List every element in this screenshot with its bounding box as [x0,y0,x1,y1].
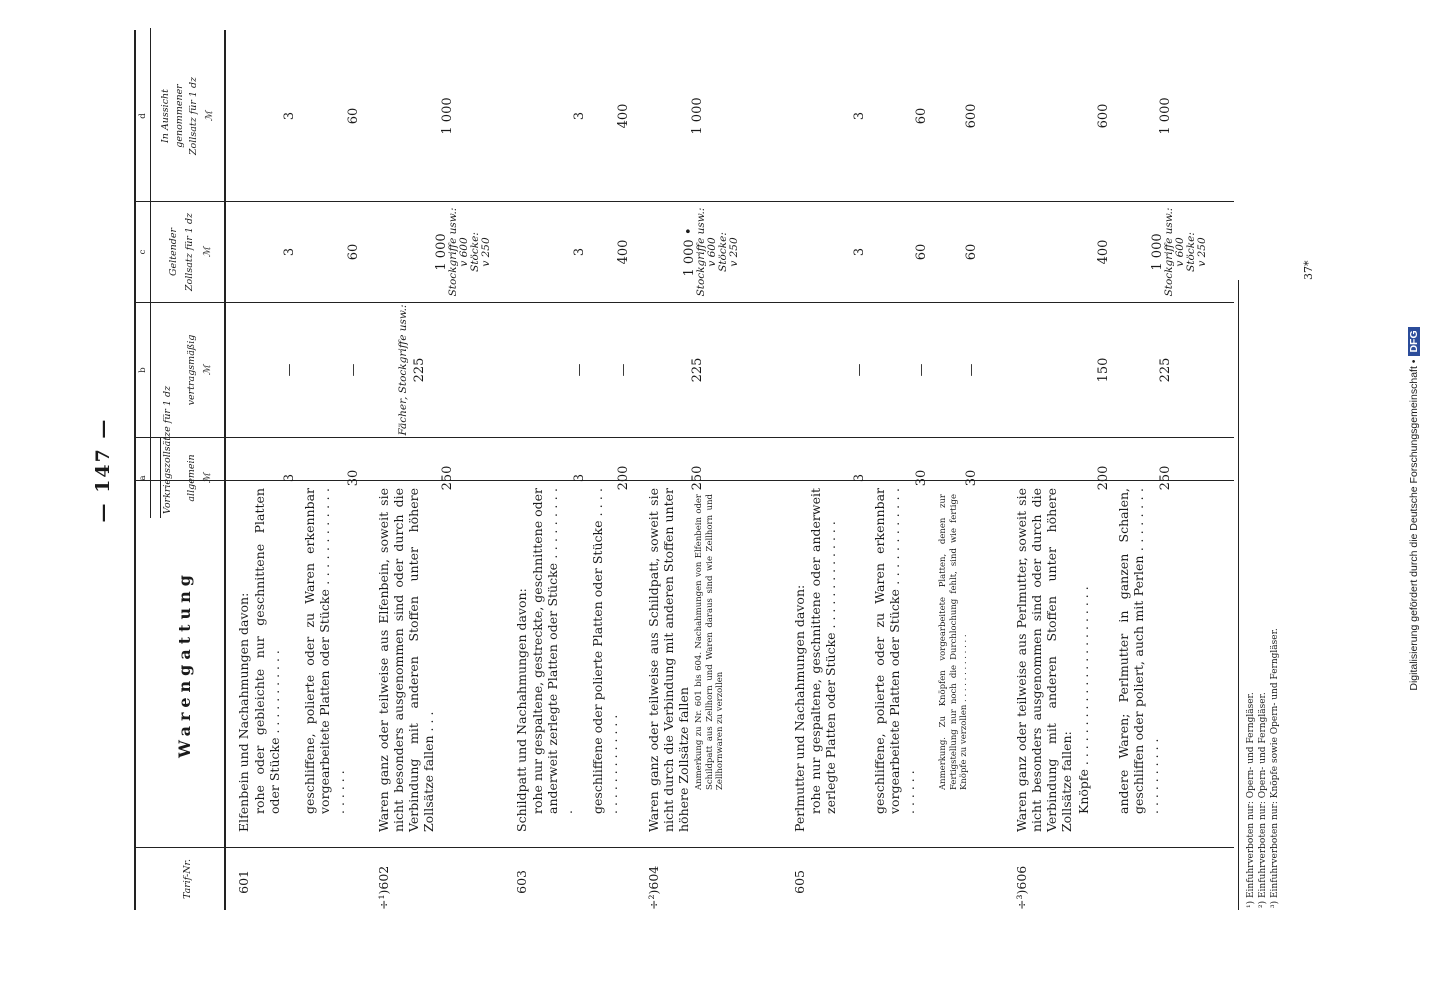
header-vertrags-unit: ℳ [202,364,213,376]
value-d: 600 [964,103,979,129]
value-b: — [572,363,587,377]
header-col-b-letter: b [138,367,148,373]
value-a: 30 [964,469,979,487]
row-heading: Perlmutter und Nachahmungen davon: [792,584,807,832]
value-d: 600 [1096,103,1111,129]
value-c: 60 [964,243,979,261]
value-c: 60 [346,243,361,261]
value-b: — [964,363,979,377]
value-a: 200 [1096,465,1111,491]
item-text: Knöpfe . . . . . . . . . . . . . . . . . . . . . . . [1076,586,1091,814]
col-divider-nr [134,847,1234,848]
abcd-rule [150,28,151,518]
tarif-nr: 603 [514,870,529,894]
item-text: geschliffene, polierte oder zu Waren erkennbar vorgearbeitete Platten oder Stücke . . . . . . . . . . . . . . . . . . [872,488,917,814]
value-c-sub: Stockgriffe usw.: [695,207,707,297]
value-a: 200 [616,465,631,491]
value-c: 400 [1096,239,1111,265]
value-c: 1 000 [434,233,449,271]
header-col-a-letter: a [138,475,148,481]
value-c: 400 [616,239,631,265]
value-c: 3 [852,247,867,257]
value-a: 250 [1158,465,1173,491]
row-heading: Schildpatt und Nachahmungen davon: [514,588,529,832]
value-a: 3 [282,473,297,483]
value-d: 3 [282,111,297,121]
header-aussicht-3: Zollsatz für 1 dz [188,76,199,156]
value-c-sub: Stockgriffe usw.: [1163,207,1175,297]
value-d: 1 000 [440,97,455,135]
value-a: 250 [440,465,455,491]
header-tarif-nr: Tarif-Nr. [182,858,193,900]
tarif-nr: ÷¹)602 [376,865,391,910]
value-b: — [616,363,631,377]
value-c-sub: Stöcke: [717,232,729,272]
value-d: 1 000 [1158,97,1173,135]
header-aussicht-2: genommener [174,84,185,148]
row-heading: Waren ganz oder teilweise aus Schildpatt, soweit sie nicht durch die Verbindung mit anderen Stoffen unter höhere Zollsätze fallen [646,488,691,832]
value-c: 1 000 • [682,227,697,277]
annotation: Anmerkung zu Nr. 601 bis 604. Nachahmungen von Elfenbein oder Schildpatt aus Zellhorn und Waren daraus sind wie Zellhorn und Zellhornwaren zu verzollen [694,494,725,790]
header-bottom-rule [224,30,226,910]
value-c-sub: Stöcke: [1185,232,1197,272]
header-vorkriegs: Vorkriegszollsätze für 1 dz [162,385,173,515]
vorkrieg-rule [160,438,161,518]
value-c: 3 [282,247,297,257]
col-divider-b [134,302,1234,303]
header-geltender-unit: ℳ [202,246,213,258]
value-d: 1 000 [690,97,705,135]
credit-text: Digitalisierung gefördert durch die Deutsche Forschungsgemeinschaft • [1408,359,1420,691]
footnote: ²) Einfuhrverboten nur: Opern- und Ferngläser. [1258,692,1268,908]
value-a: 30 [346,469,361,487]
header-allgemein-unit: ℳ [202,472,213,484]
item-text: rohe nur gespaltene, gestreckte, geschnittene oder anderweit zerlegte Platten oder Stücke . . . . . . . . . . [530,488,575,814]
footnote: ¹) Einfuhrverboten nur: Opern- und Ferngläser. [1246,692,1256,908]
value-d: 60 [914,107,929,125]
value-b: 225 [690,357,705,383]
value-c: 3 [572,247,587,257]
value-b: — [346,363,361,377]
footnote-rule [1238,280,1239,910]
row-heading: Elfenbein und Nachahmungen davon: [236,592,251,832]
value-b: — [914,363,929,377]
item-text: rohe oder gebleichte nur geschnittene Platten oder Stücke . . . . . . . . . . . [252,488,282,814]
value-b: 225 [412,357,427,383]
table-top-rule [134,30,136,910]
tarif-nr: 601 [236,870,251,894]
row-heading: Waren ganz oder teilweise aus Perlmutter, soweit sie nicht besonders ausgenommen sind oder durch die Verbindung mit anderen Stoffen unter höhere Zollsätze fallen: [1014,488,1074,832]
row-heading: Waren ganz oder teilweise aus Elfenbein, soweit sie nicht besonders ausgenommen sind oder durch die Verbindung mit anderen Stoffen unter höhere Zollsätze fallen . . . [376,488,436,832]
header-aussicht-unit: ℳ [204,110,215,122]
value-c-sub: v 250 [480,237,492,267]
value-c-sub: v 600 [1174,237,1186,267]
header-geltender-2: Zollsatz für 1 dz [184,212,195,292]
value-d: 60 [346,107,361,125]
value-c: 60 [914,243,929,261]
header-vertrags: vertragsmäßig [186,334,197,406]
header-col-d-letter: d [138,113,148,119]
value-a: 3 [852,473,867,483]
value-a: 3 [572,473,587,483]
item-text: andere Waren; Perlmutter in ganzen Schalen, geschliffen oder poliert, auch mit Perlen . . . . . . . . . . . . . . . . . . [1116,488,1161,814]
value-c-sub: v 600 [458,237,470,267]
page-number: — 147 — [92,417,114,523]
value-c-sub: v 250 [728,237,740,267]
value-c-sub: v 250 [1196,237,1208,267]
header-aussicht-1: In Aussicht [160,89,171,143]
annotation: Anmerkung. Zu Knöpfen vorgearbeitete Platten, denen zur Fertigstellung nur noch die Durchlochung fehlt, sind wie fertige Knöpfe zu verzollen . . . . . . . . . . . . . [938,494,969,790]
sheet-mark: 37* [1302,260,1315,280]
value-b: 225 [1158,357,1173,383]
item-text: geschliffene, polierte oder zu Waren erkennbar vorgearbeitete Platten oder Stücke . . . . . . . . . . . . . . . . . . [302,488,347,814]
header-warengattung: Warengattung [175,570,194,758]
value-c-sub: v 600 [706,237,718,267]
value-c-sub: Stockgriffe usw.: [447,207,459,297]
value-d: 3 [572,111,587,121]
header-col-c-letter: c [138,249,148,255]
tarif-nr: ÷²)604 [646,865,661,910]
note-b: Fächer, Stockgriffe usw.: [397,304,409,436]
header-allgemein: allgemein [186,454,197,502]
header-geltender-1: Geltender [168,227,179,277]
value-b: — [282,363,297,377]
footnote: ³) Einfuhrverboten nur: Knöpfe sowie Opern- und Ferngläser. [1270,628,1280,908]
value-b: 150 [1096,357,1111,383]
col-divider-ware [134,480,1234,481]
col-divider-a [134,437,1234,438]
value-c-sub: Stöcke: [469,232,481,272]
value-a: 250 [690,465,705,491]
item-text: rohe nur gespaltene, geschnittene oder anderweit zerlegte Platten oder Stücke . . . . . . . . . . . . . . [808,488,838,814]
item-text: geschliffene oder polierte Platten oder Stücke . . . . . . . . . . . . . . . . . [590,488,620,814]
tarif-nr: ÷³)606 [1014,865,1029,910]
value-a: 30 [914,469,929,487]
value-c: 1 000 [1150,233,1165,271]
value-d: 3 [852,111,867,121]
value-d: 400 [616,103,631,129]
dfg-logo: DFG [1408,327,1420,355]
digitization-credit [1408,19,1420,999]
tarif-nr: 605 [792,870,807,894]
value-b: — [852,363,867,377]
